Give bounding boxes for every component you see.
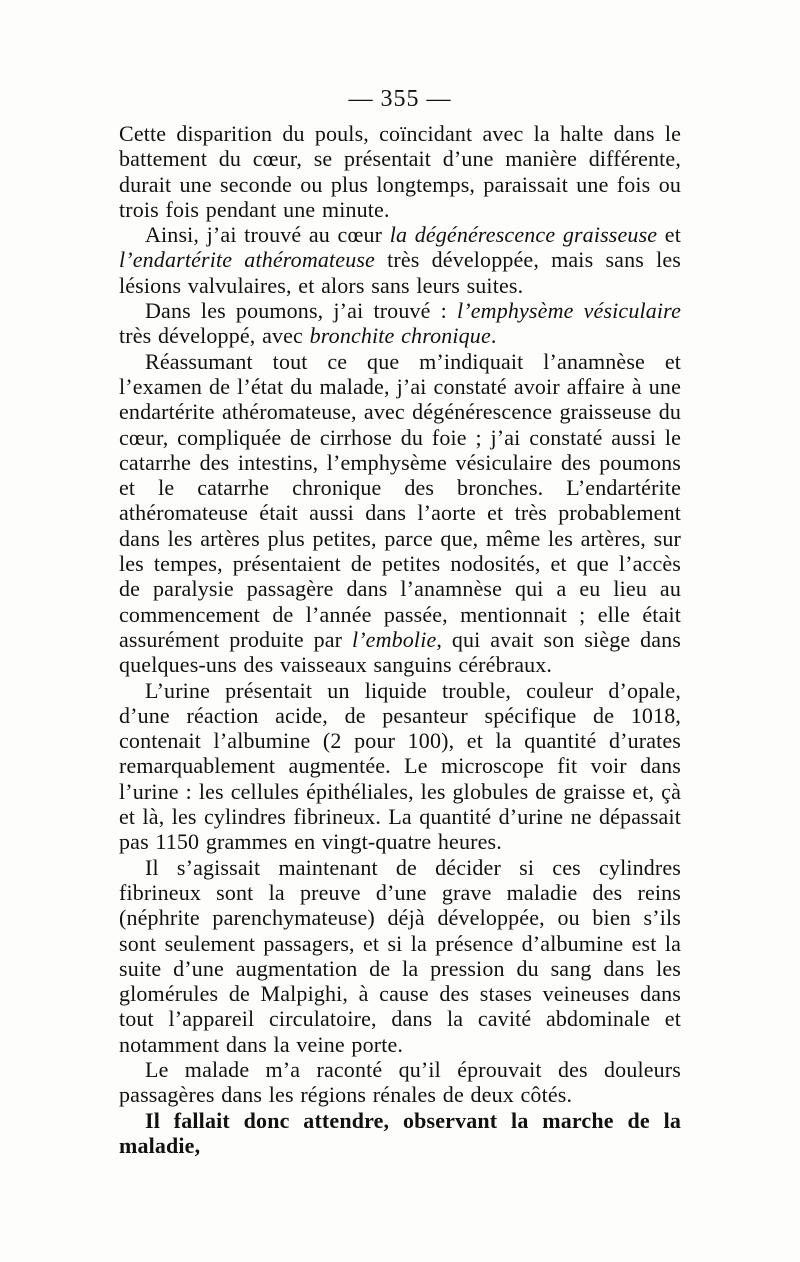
text-run: Il fallait donc attendre, observant la marche de la maladie, <box>119 1107 681 1158</box>
italic-phrase: l’embolie <box>351 626 437 652</box>
paragraph <box>119 1057 681 1108</box>
paragraph <box>119 678 681 855</box>
page-number: — 355 — <box>348 86 452 112</box>
text-run: Cette disparition du pouls, coïncidant avec la halte dans le battement du cœur, se présentait d’une manière différente, durait une seconde ou plus longtemps, paraissait une fois ou trois fois pendant une minute. <box>119 121 681 222</box>
text-run: Il s’agissait maintenant de décider si ces cylindres fibrineux sont la preuve d’une grave maladie des reins (néphrite parenchymateuse) déjà développée, ou bien s’ils sont seulement passagers, et si la présence d’albumine est la suite d’une augmentation de la pression du sang dans les glomérules de Malpighi, à cause des stases veineuses dans tout l’appareil circulatoire, dans la cavité abdominale et notamment dans la veine porte. <box>119 854 681 1057</box>
italic-phrase: bronchite chronique <box>309 323 491 349</box>
text-run: très développé, avec <box>119 323 310 349</box>
body-text <box>119 121 681 1158</box>
text-run: et <box>657 222 681 248</box>
italic-phrase: la dégénérescence graisseuse <box>389 222 658 248</box>
text-run: très développée, mais sans les lésions valvulaires, et alors sans leurs suites. <box>119 247 681 298</box>
italic-phrase: l’emphysème vésiculaire <box>457 298 681 324</box>
paragraph <box>119 298 681 349</box>
paragraph <box>119 1108 681 1159</box>
paragraph <box>119 855 681 1057</box>
paragraph <box>119 222 681 298</box>
paragraph <box>119 121 681 222</box>
text-run: Réassumant tout ce que m’indiquait l’anamnèse et l’examen de l’état du malade, j’ai constaté avoir affaire à une endartérite athéromateuse, avec dégénérescence graisseuse du cœur, compliquée de cirrhose du foie ; j’ai constaté aussi le catarrhe des intestins, l’emphysème vésiculaire des poumons et le catarrhe chronique des bronches. L’endartérite athéromateuse était aussi dans l’aorte et très probablement dans les artères plus petites, parce que, même les artères, sur les tempes, présentaient de petites nodosités, et que l’accès de paralysie passagère dans l’anamnèse qui a eu lieu au commencement de l’année passée, mentionnait ; elle était assurément produite par <box>119 348 681 652</box>
paragraph <box>119 349 681 678</box>
italic-phrase: l’endartérite athéromateuse <box>119 247 375 273</box>
text-run: L’urine présentait un liquide trouble, couleur d’opale, d’une réaction acide, de pesanteur spécifique de 1018, contenait l’albumine (2 pour 100), et la quantité d’urates remarquablement augmentée. Le microscope fit voir dans l’urine : les cellules épithéliales, les globules de graisse et, çà et là, les cylindres fibrineux. La quantité d’urine ne dépassait pas 1150 grammes en vingt-quatre heures. <box>119 677 681 855</box>
text-run: Le malade m’a raconté qu’il éprouvait des douleurs passagères dans les régions rénales de deux côtés. <box>119 1056 681 1108</box>
text-run: . <box>490 323 497 349</box>
text-run: Ainsi, j’ai trouvé au cœur <box>145 222 390 248</box>
text-run: Dans les poumons, j’ai trouvé : <box>145 298 458 324</box>
text-run: , qui avait son siège dans quelques-uns des vaisseaux sanguins cérébraux. <box>119 626 681 678</box>
